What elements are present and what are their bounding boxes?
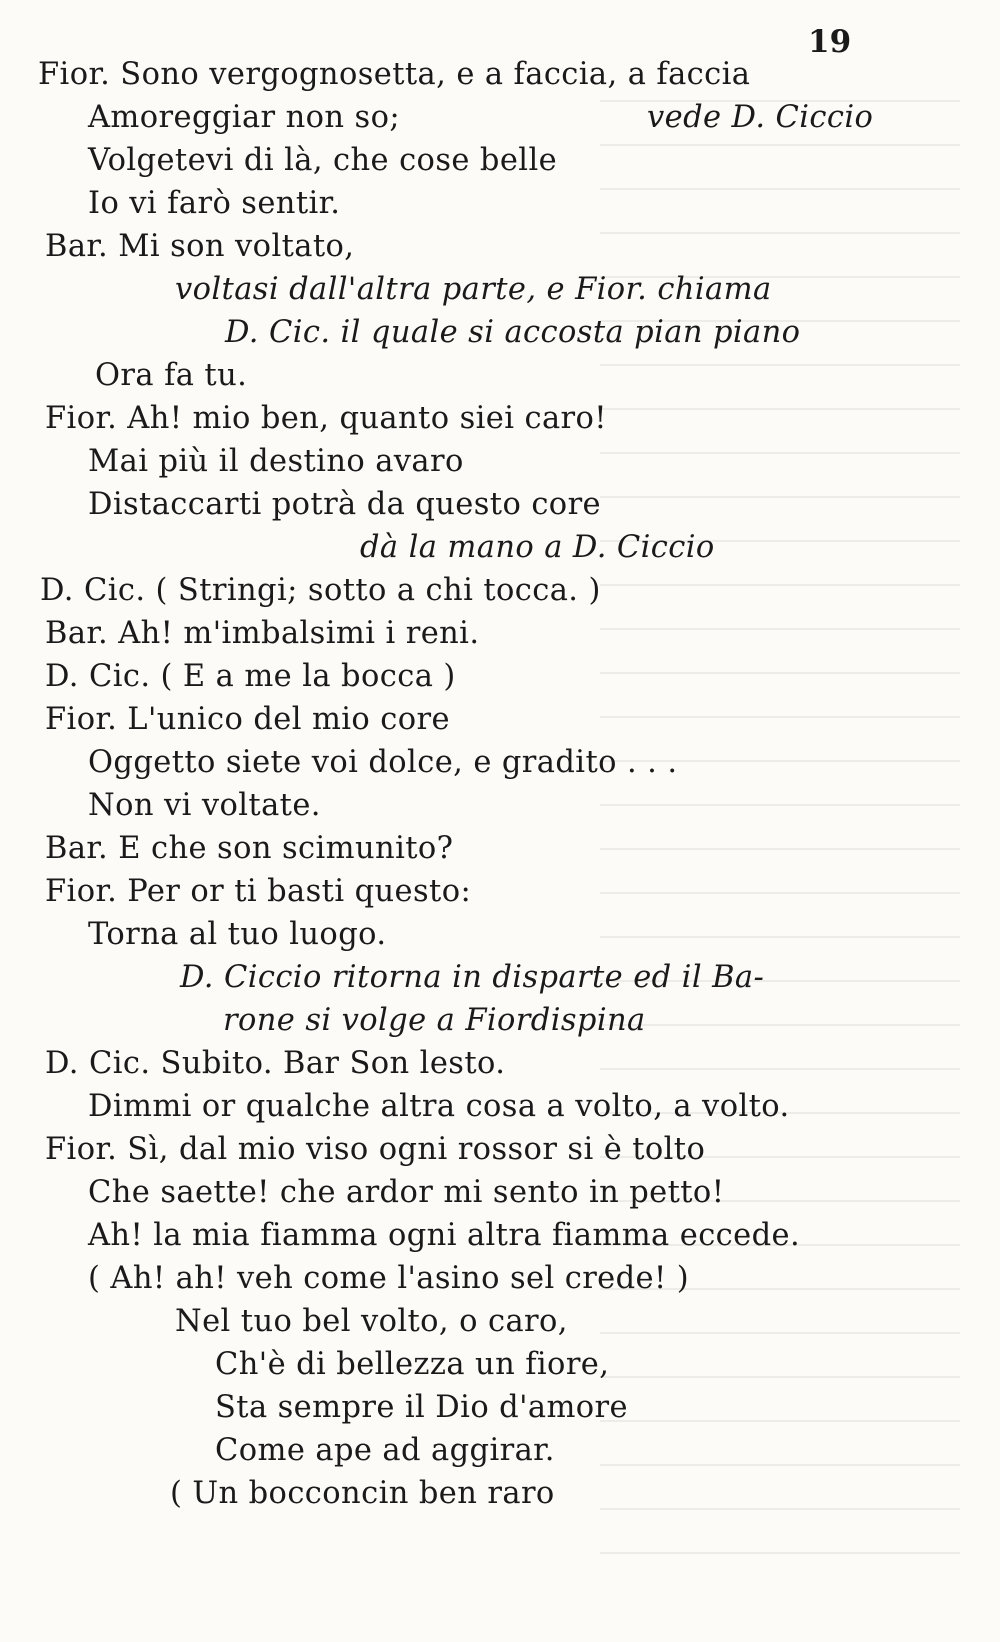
text-line: Bar. Mi son voltato, bbox=[45, 229, 355, 264]
verse-line: Sta sempre il Dio d'amore bbox=[215, 1390, 628, 1425]
text-line: Io vi farò sentir. bbox=[88, 186, 341, 221]
stage-direction: vede D. Ciccio bbox=[647, 100, 874, 135]
text-line: Che saette! che ardor mi sento in petto! bbox=[88, 1175, 725, 1210]
text-line: Bar. E che son scimunito? bbox=[45, 831, 454, 866]
text-line: Bar. Ah! m'imbalsimi i reni. bbox=[45, 616, 480, 651]
verse-line: ( Un bocconcin ben raro bbox=[170, 1476, 555, 1511]
stage-direction: D. Cic. il quale si accosta pian piano bbox=[225, 315, 801, 350]
stage-direction: voltasi dall'altra parte, e Fior. chiama bbox=[175, 272, 772, 307]
text-line: D. Cic. ( E a me la bocca ) bbox=[45, 659, 456, 694]
text-line: Volgetevi di là, che cose belle bbox=[88, 143, 558, 178]
text-line: Torna al tuo luogo. bbox=[88, 917, 387, 952]
text-line: Mai più il destino avaro bbox=[88, 444, 464, 479]
text-line: D. Cic. Subito. Bar Son lesto. bbox=[45, 1046, 506, 1081]
page-number: 19 bbox=[808, 24, 852, 60]
text-line: Dimmi or qualche altra cosa a volto, a volto. bbox=[88, 1089, 790, 1124]
text-line: Fior. Ah! mio ben, quanto siei caro! bbox=[45, 401, 607, 436]
text-line: Fior. Sì, dal mio viso ogni rossor si è tolto bbox=[45, 1132, 706, 1167]
text-line: Fior. Per or ti basti questo: bbox=[45, 874, 472, 909]
text-line: Fior. Sono vergognosetta, e a faccia, a faccia bbox=[38, 57, 751, 92]
stage-direction: rone si volge a Fiordispina bbox=[223, 1003, 646, 1038]
text-line: ( Ah! ah! veh come l'asino sel crede! ) bbox=[88, 1261, 690, 1296]
text-line: Distaccarti potrà da questo core bbox=[88, 487, 601, 522]
text-line: Oggetto siete voi dolce, e gradito . . . bbox=[88, 745, 678, 780]
text-line: D. Cic. ( Stringi; sotto a chi tocca. ) bbox=[40, 573, 601, 608]
verse-line: Ch'è di bellezza un fiore, bbox=[215, 1347, 610, 1382]
text-line: Amoreggiar non so; bbox=[88, 100, 401, 135]
text-line: Ah! la mia fiamma ogni altra fiamma eccede. bbox=[88, 1218, 801, 1253]
stage-direction: dà la mano a D. Ciccio bbox=[360, 530, 715, 565]
stage-direction: D. Ciccio ritorna in disparte ed il Ba- bbox=[180, 960, 765, 995]
text-line: Ora fa tu. bbox=[95, 358, 248, 393]
verse-line: Come ape ad aggirar. bbox=[215, 1433, 555, 1468]
verse-line: Nel tuo bel volto, o caro, bbox=[175, 1304, 568, 1339]
text-line: Fior. L'unico del mio core bbox=[45, 702, 450, 737]
text-line: Non vi voltate. bbox=[88, 788, 321, 823]
